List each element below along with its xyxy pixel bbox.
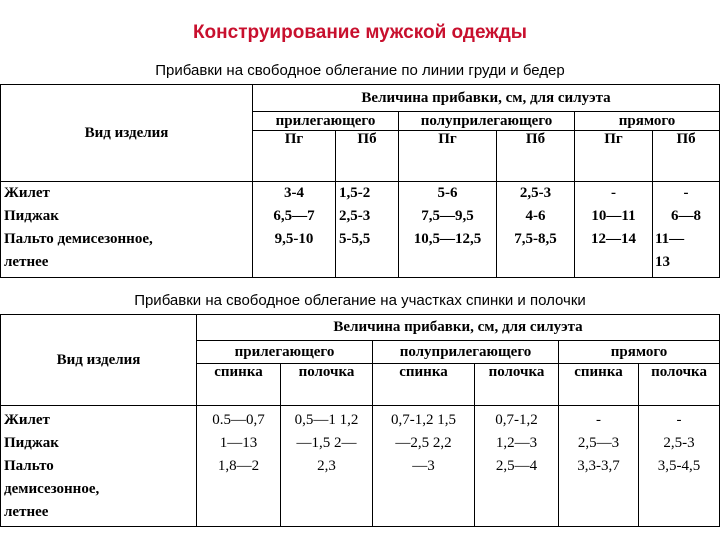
table1-cell: 10,5—12,5: [413, 231, 482, 247]
table2-silhouette-2: полуприлегающего: [373, 341, 559, 364]
table2-subheader-4: полочка: [475, 364, 559, 406]
table2-items: [1, 406, 197, 527]
table2-item: летнее: [4, 504, 49, 520]
table1-silhouette-1: прилегающего: [253, 112, 399, 131]
table2-subheader-3: спинка: [373, 364, 475, 406]
table1-col-2: [336, 182, 399, 278]
table2-caption: Прибавки на свободное облегание на участках спинки и полочки: [134, 292, 586, 309]
table2-col-1: [197, 406, 281, 527]
table1-cell: 11—: [655, 231, 685, 247]
table1-col-1: [253, 182, 336, 278]
table2-cell: 2,5—3: [577, 435, 620, 451]
table2-cell: 3,3-3,7: [577, 458, 620, 474]
table1-cell: 9,5-10: [274, 231, 314, 247]
table1-item: Пиджак: [4, 208, 59, 224]
table2-silhouette-3: прямого: [559, 341, 720, 364]
table2-cell: 2,5—4: [495, 458, 538, 474]
table1-item: Жилет: [4, 185, 50, 201]
table1-col-6: [653, 182, 720, 278]
table2-cell: -: [596, 412, 601, 428]
table1-subheader-2: Пб: [336, 131, 399, 182]
table1-cell: 4-6: [525, 208, 546, 224]
table1-cell: 3-4: [284, 185, 304, 201]
table1-item-header-cell: [1, 85, 253, 182]
table1-header-main: Величина прибавки, см, для силуэта: [253, 85, 720, 112]
table1-subheader-5: Пг: [575, 131, 653, 182]
table2-silhouette-1: прилегающего: [197, 341, 373, 364]
table1-silhouette-2: полуприлегающего: [399, 112, 575, 131]
table1-cell: -: [683, 185, 689, 201]
table1-item-header: Вид изделия: [84, 124, 169, 141]
table2-col-5: [559, 406, 639, 527]
table2-cell: —2,5 2,2: [395, 435, 452, 451]
table2-item-header-cell: [1, 315, 197, 406]
table2-cell: 0,7-1,2: [495, 412, 538, 428]
table2-item: Жилет: [4, 412, 50, 428]
table2-cell: 1,8—2: [217, 458, 260, 474]
table2-cell: 1,2—3: [495, 435, 538, 451]
table2-subheader-2: полочка: [281, 364, 373, 406]
table2: [0, 314, 720, 527]
table2-col-3: [373, 406, 475, 527]
table2-cell: —1,5 2—: [296, 435, 357, 451]
table1: [0, 84, 720, 278]
table2-cell: 0.5—0,7: [212, 412, 265, 428]
table2-col-4: [475, 406, 559, 527]
table2-cell: 0,7-1,2 1,5: [391, 412, 456, 428]
table1-item: летнее: [4, 254, 49, 270]
table1-cell: 2,5-3: [339, 208, 371, 224]
table1-cell: 6,5—7: [273, 208, 315, 224]
table2-subheader-1: спинка: [197, 364, 281, 406]
table2-cell: 1—13: [219, 435, 258, 451]
table1-caption: Прибавки на свободное облегание по линии груди и бедер: [155, 62, 565, 79]
table2-cell: 3,5-4,5: [657, 458, 701, 474]
table2-cell: 0,5—1 1,2: [294, 412, 359, 428]
table1-cell: 5-5,5: [339, 231, 371, 247]
table1-cell: 7,5-8,5: [514, 231, 557, 247]
table2-item: Пиджак: [4, 435, 59, 451]
table1-cell: 12—14: [591, 231, 636, 247]
table2-subheader-6: полочка: [639, 364, 720, 406]
table1-subheader-3: Пг: [399, 131, 497, 182]
table1-items: [1, 182, 253, 278]
table2-item-header: Вид изделия: [56, 351, 141, 368]
table1-subheader-4: Пб: [497, 131, 575, 182]
table2-subheader-5: спинка: [559, 364, 639, 406]
page-title: Конструирование мужской одежды: [192, 22, 528, 43]
table1-cell: 5-6: [437, 185, 458, 201]
table2-cell: -: [676, 412, 682, 428]
table1-col-4: [497, 182, 575, 278]
table2-cell: 2,5-3: [663, 435, 695, 451]
table2-item: Пальто: [4, 458, 54, 474]
table1-cell: 1,5-2: [339, 185, 371, 201]
table1-cell: 2,5-3: [519, 185, 552, 201]
table1-item: Пальто демисезонное,: [4, 231, 153, 247]
table1-subheader-6: Пб: [653, 131, 720, 182]
table2-col-2: [281, 406, 373, 527]
table1-cell: -: [611, 185, 616, 201]
table2-header-main: Величина прибавки, см, для силуэта: [197, 315, 720, 341]
table1-col-3: [399, 182, 497, 278]
table2-cell: 2,3: [317, 458, 336, 474]
table1-cell: 6—8: [671, 208, 702, 224]
table1-cell: 13: [655, 254, 670, 270]
table1-cell: 7,5—9,5: [421, 208, 474, 224]
table2-cell: —3: [412, 458, 435, 474]
table2-item: демисезонное,: [4, 481, 100, 497]
table1-col-5: [575, 182, 653, 278]
table1-subheader-1: Пг: [253, 131, 336, 182]
table1-silhouette-3: прямого: [575, 112, 720, 131]
table2-col-6: [639, 406, 720, 527]
table1-cell: 10—11: [591, 208, 636, 224]
